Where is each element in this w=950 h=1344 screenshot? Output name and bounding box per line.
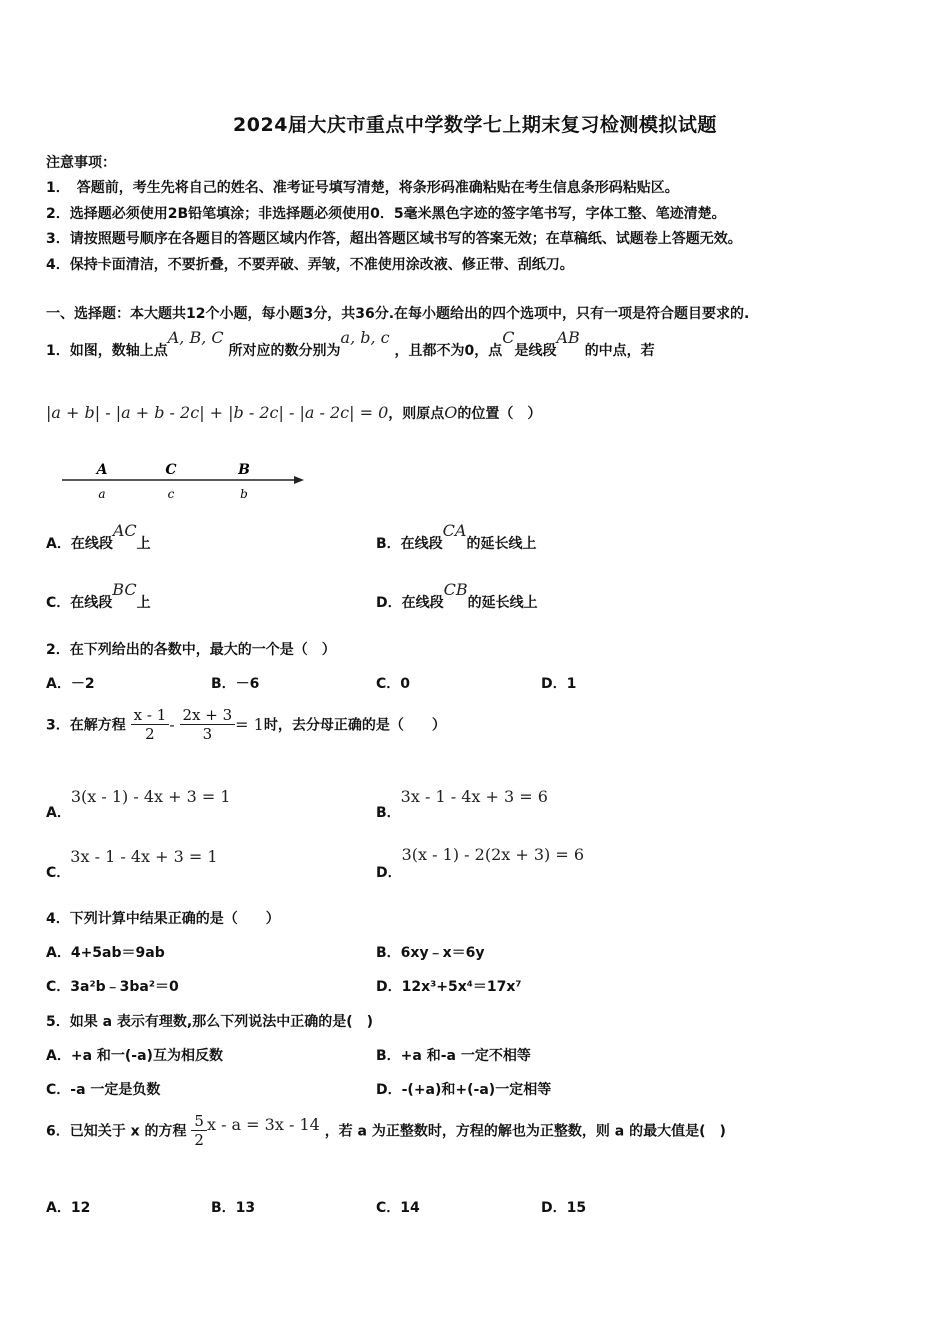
q1-text: 所对应的数分别为 xyxy=(228,343,341,359)
q4-option-b[interactable]: B．6xy﹣x＝6y xyxy=(376,945,485,961)
q1-text: 的位置（ ） xyxy=(457,406,542,422)
question-6-stem xyxy=(46,1112,726,1149)
question-2-stem: 2．在下列给出的各数中，最大的一个是（ ） xyxy=(46,642,336,658)
option-label: A．在线段 xyxy=(46,536,113,552)
q6-option-d[interactable]: D．15 xyxy=(541,1200,587,1216)
q3-fraction-2 xyxy=(180,706,236,743)
q6-equation: x - a = 3x - 14 xyxy=(206,1115,320,1134)
number-line-figure xyxy=(58,458,310,504)
option-label: C． xyxy=(46,865,71,881)
option-tail: 的延长线上 xyxy=(467,595,538,611)
numberline-point-label: B xyxy=(238,462,250,478)
option-math: CB xyxy=(443,580,468,599)
numberline-value-label: c xyxy=(167,487,175,501)
option-tail: 的延长线上 xyxy=(466,536,537,552)
q6-option-c[interactable]: C．14 xyxy=(376,1200,420,1216)
question-3-stem xyxy=(46,706,446,743)
q1-text: ，且都不为0，点 xyxy=(394,343,503,359)
q1-option-c[interactable] xyxy=(46,580,151,612)
fraction-numerator: x - 1 xyxy=(131,706,170,725)
option-label: A． xyxy=(46,805,71,821)
q3-option-a[interactable] xyxy=(46,787,231,821)
option-label: B．在线段 xyxy=(376,536,443,552)
fraction-denominator: 3 xyxy=(202,725,213,743)
q2-option-d[interactable]: D．1 xyxy=(541,676,577,692)
numberline-value-label: a xyxy=(98,487,106,501)
q3-text: 时，去分母正确的是（ ） xyxy=(263,717,446,734)
q1-text: 是线段 xyxy=(514,343,557,359)
notice-item: 2．选择题必须使用2B铅笔填涂；非选择题必须使用0．5毫米黑色字迹的签字笔书写，字体工整、笔迹清楚。 xyxy=(46,206,726,222)
q6-text: 6．已知关于 x 的方程 xyxy=(46,1123,187,1140)
numberline-value-label: b xyxy=(240,487,248,501)
option-math: AC xyxy=(112,521,137,540)
q1-math-ab: AB xyxy=(556,328,580,347)
q6-text: ，若 a 为正整数时，方程的解也为正整数，则 a 的最大值是( ) xyxy=(324,1123,726,1140)
q2-option-b[interactable]: B．－6 xyxy=(211,676,260,692)
q3-fraction-1 xyxy=(131,706,170,743)
q1-equation: |a + b| - |a + b - 2c| + |b - 2c| - |a - 2c| = 0 xyxy=(46,403,389,422)
q1-option-d[interactable] xyxy=(376,580,538,612)
option-math: 3(x - 1) - 2(2x + 3) = 6 xyxy=(401,845,585,864)
q3-option-d[interactable] xyxy=(376,845,585,881)
option-math: BC xyxy=(112,580,137,599)
notice-item: 3．请按照题号顺序在各题目的答题区域内作答，超出答题区域书写的答案无效；在草稿纸、试题卷上答题无效。 xyxy=(46,231,742,247)
notice-heading: 注意事项： xyxy=(46,155,116,171)
option-math: 3x - 1 - 4x + 3 = 1 xyxy=(70,847,218,866)
q6-fraction xyxy=(191,1112,207,1149)
q2-option-a[interactable]: A．－2 xyxy=(46,676,95,692)
q5-option-b[interactable]: B．+a 和-a 一定不相等 xyxy=(376,1048,531,1064)
q1-math-c: C xyxy=(502,328,515,347)
question-1-condition xyxy=(46,403,541,423)
q3-rhs: = 1 xyxy=(235,715,264,734)
page-title: 2024届大庆市重点中学数学七上期末复习检测模拟试题 xyxy=(233,114,717,136)
option-tail: 上 xyxy=(136,536,151,552)
q1-option-a[interactable] xyxy=(46,521,151,553)
number-line-arrow xyxy=(294,476,304,484)
option-label: D． xyxy=(376,865,402,881)
fraction-numerator: 2x + 3 xyxy=(180,706,236,725)
numberline-point-label: C xyxy=(165,462,177,478)
q1-option-b[interactable] xyxy=(376,521,537,553)
numberline-point-label: A xyxy=(96,462,108,478)
q5-option-d[interactable]: D．-(+a)和+(-a)一定相等 xyxy=(376,1082,552,1098)
question-5-stem: 5．如果 a 表示有理数,那么下列说法中正确的是( ) xyxy=(46,1014,374,1030)
q1-math-values: a, b, c xyxy=(340,328,390,347)
q2-option-c[interactable]: C．0 xyxy=(376,676,411,692)
q1-text: 的中点，若 xyxy=(584,343,655,359)
option-label: B． xyxy=(376,805,401,821)
fraction-numerator: 5 xyxy=(191,1112,207,1131)
fraction-denominator: 2 xyxy=(194,1131,204,1149)
q1-math-points: A, B, C xyxy=(167,328,224,347)
option-tail: 上 xyxy=(136,595,151,611)
q5-option-a[interactable]: A．+a 和一(-a)互为相反数 xyxy=(46,1048,223,1064)
q3-option-c[interactable] xyxy=(46,847,218,881)
q1-text: ，则原点 xyxy=(388,406,445,422)
q1-math-o: O xyxy=(444,403,458,422)
option-math: 3(x - 1) - 4x + 3 = 1 xyxy=(70,787,231,806)
option-label: D．在线段 xyxy=(376,595,444,611)
notice-item: 1． 答题前，考生先将自己的姓名、准考证号填写清楚，将条形码准确粘贴在考生信息条形码粘贴区。 xyxy=(46,180,679,196)
q3-option-b[interactable] xyxy=(376,787,548,821)
notice-item: 4．保持卡面清洁，不要折叠，不要弄破、弄皱，不准使用涂改液、修正带、刮纸刀。 xyxy=(46,257,574,273)
option-math: CA xyxy=(442,521,467,540)
question-1-stem xyxy=(46,328,655,360)
q5-option-c[interactable]: C．-a 一定是负数 xyxy=(46,1082,161,1098)
fraction-denominator: 2 xyxy=(145,725,155,743)
q4-option-c[interactable]: C．3a²b﹣3ba²＝0 xyxy=(46,979,179,995)
option-label: C．在线段 xyxy=(46,595,113,611)
q4-option-d[interactable]: D．12x³+5x⁴＝17x⁷ xyxy=(376,979,522,995)
question-4-stem: 4．下列计算中结果正确的是（ ） xyxy=(46,911,280,927)
q6-option-b[interactable]: B．13 xyxy=(211,1200,256,1216)
q6-option-a[interactable]: A．12 xyxy=(46,1200,91,1216)
q3-text: 3．在解方程 xyxy=(46,717,126,734)
q4-option-a[interactable]: A．4+5ab＝9ab xyxy=(46,945,165,961)
section-heading: 一、选择题：本大题共12个小题，每小题3分，共36分.在每小题给出的四个选项中，只有一项是符合题目要求的. xyxy=(46,306,750,322)
q3-minus: - xyxy=(169,715,175,734)
q1-text: 1．如图，数轴上点 xyxy=(46,343,168,359)
option-math: 3x - 1 - 4x + 3 = 6 xyxy=(400,787,548,806)
